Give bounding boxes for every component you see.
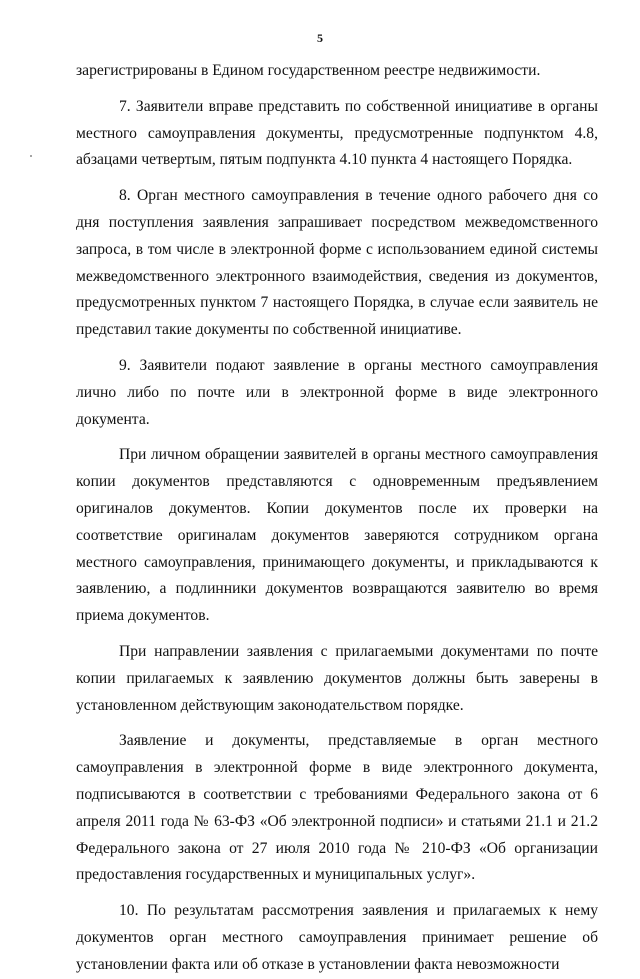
document-body	[76, 58, 598, 979]
paragraph-continuation: зарегистрированы в Едином государственном реестре недвижимости.	[76, 62, 541, 79]
page-number: 5	[317, 31, 323, 45]
paragraph-electronic-submission: Заявление и документы, представляемые в орган местного самоуправления в электронной форме в виде электронного документа, подписываются в соответствии с требованиями Федерального закона от 6 апреля 2011 года № 63-ФЗ «Об электронной подписи» и статьями 21.1 и 21.2 Федерального закона от 27 июля 2010 года № 210-ФЗ «Об организации предоставления государственных и муниципальных услуг».	[76, 732, 598, 884]
paragraph-personal-submission: При личном обращении заявителей в органы местного самоуправления копии документов представляются с одновременным предъявлением оригиналов документов. Копии документов после их проверки на соответствие оригиналам документов заверяются сотрудником органа местного самоуправления, принимающего документы, и прикладываются к заявлению, а подлинники документов возвращаются заявителю во время приема документов.	[76, 446, 598, 625]
paragraph-postal-submission: При направлении заявления с прилагаемыми документами по почте копии прилагаемых к заявлению документов должны быть заверены в установленном действующим законодательством порядке.	[76, 642, 598, 714]
paragraph-item-10: 10. По результатам рассмотрения заявления и прилагаемых к нему документов орган местного самоуправления принимает решение об установлении факта или об отказе в установлении факта невозможности	[76, 902, 598, 973]
paragraph-item-9: 9. Заявители подают заявление в органы местного самоуправления лично либо по почте или в электронной форме в виде электронного документа.	[76, 356, 598, 428]
paragraph-item-7: 7. Заявители вправе представить по собственной инициативе в органы местного самоуправления документы, предусмотренные подпунктом 4.8, абзацами четвертым, пятым подпункта 4.10 пункта 4 настоящего Порядка.	[76, 97, 598, 169]
paragraph-item-8: 8. Орган местного самоуправления в течение одного рабочего дня со дня поступления заявления запрашивает посредством межведомственного запроса, в том числе в электронной форме с использованием единой системы межведомственного электронного взаимодействия, сведения из документов, предусмотренных пунктом 7 настоящего Порядка, в случае если заявитель не представил такие документы по собственной инициативе.	[76, 187, 598, 339]
margin-mark	[30, 155, 32, 157]
